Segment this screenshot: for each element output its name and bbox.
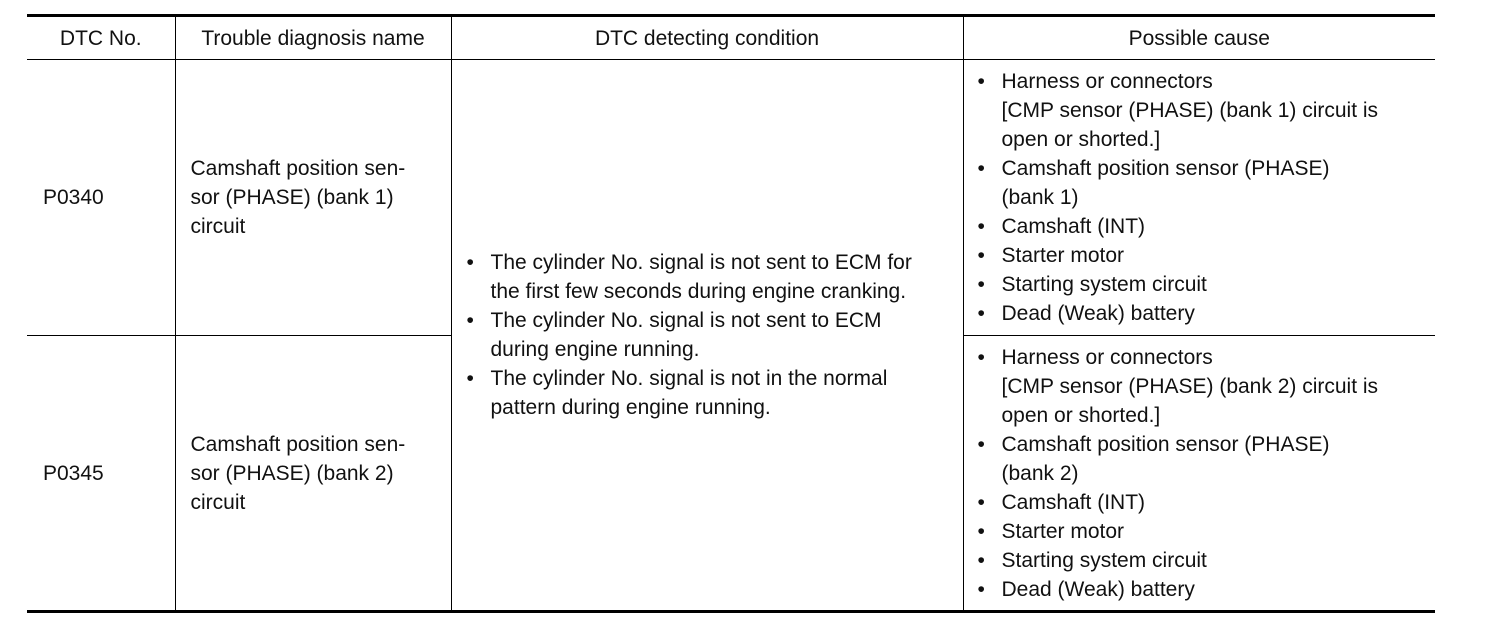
cause-line: (bank 2) — [1001, 461, 1079, 485]
possible-cause — [963, 60, 1435, 336]
diagnosis-name — [175, 336, 451, 612]
diagnosis-name-line: circuit — [190, 490, 246, 514]
header-diagnosis-name: Trouble diagnosis name — [175, 16, 451, 60]
cause-line: • Camshaft position sensor (PHASE) — [1001, 157, 1330, 180]
diagnosis-name-line: sor (PHASE) (bank 2) — [190, 461, 394, 485]
cause-line: • Starter motor — [1001, 519, 1125, 543]
cause-line: [CMP sensor (PHASE) (bank 2) circuit is — [1001, 374, 1379, 398]
header-row — [27, 16, 1435, 60]
cause-line: • Camshaft position sensor (PHASE) — [1001, 432, 1330, 456]
header-detecting-condition: DTC detecting condition — [451, 16, 963, 60]
cause-line: (bank 1) — [1001, 186, 1079, 209]
diagnosis-name — [175, 60, 451, 336]
condition-item — [465, 306, 955, 364]
condition-item — [465, 364, 955, 422]
cause-item — [976, 517, 1428, 546]
cause-line: • Harness or connectors — [1001, 345, 1213, 369]
dtc-code: P0345 — [27, 336, 175, 612]
cause-line: open or shorted.] — [1001, 403, 1161, 427]
condition-item — [465, 248, 955, 306]
diagnosis-name-line: Camshaft position sen- — [190, 157, 406, 180]
possible-cause — [963, 336, 1435, 612]
condition-line: pattern during engine running. — [490, 396, 771, 419]
cause-line: • Camshaft (INT) — [1001, 490, 1146, 514]
table-row — [27, 60, 1435, 336]
cause-list — [964, 67, 1436, 328]
cause-line: open or shorted.] — [1001, 128, 1161, 151]
condition-list — [452, 248, 963, 422]
cause-item — [976, 575, 1428, 604]
cause-item — [976, 241, 1428, 270]
condition-line: • The cylinder No. signal is not sent to ECM for — [490, 251, 912, 274]
cause-line: • Camshaft (INT) — [1001, 215, 1146, 238]
cause-item — [976, 430, 1428, 488]
dtc-table — [27, 14, 1435, 613]
condition-line: • The cylinder No. signal is not sent to ECM — [490, 309, 882, 332]
cause-list — [964, 343, 1436, 604]
cause-item — [976, 67, 1428, 154]
cause-line: • Dead (Weak) battery — [1001, 577, 1195, 601]
condition-line: the first few seconds during engine cranking. — [490, 280, 907, 303]
cause-item — [976, 343, 1428, 430]
cause-item — [976, 488, 1428, 517]
cause-item — [976, 270, 1428, 299]
cause-line: [CMP sensor (PHASE) (bank 1) circuit is — [1001, 99, 1379, 122]
cause-item — [976, 154, 1428, 212]
cause-line: • Harness or connectors — [1001, 70, 1213, 93]
condition-line: during engine running. — [490, 338, 700, 361]
header-dtc-no: DTC No. — [27, 16, 175, 60]
diagnosis-name-line: circuit — [190, 215, 246, 238]
cause-line: • Dead (Weak) battery — [1001, 302, 1195, 325]
cause-line: • Starting system circuit — [1001, 548, 1207, 572]
cause-item — [976, 212, 1428, 241]
diagnosis-name-line: sor (PHASE) (bank 1) — [190, 186, 394, 209]
cause-item — [976, 299, 1428, 328]
cause-item — [976, 546, 1428, 575]
cause-line: • Starter motor — [1001, 244, 1125, 267]
condition-line: • The cylinder No. signal is not in the normal — [490, 367, 888, 390]
detecting-condition — [451, 60, 963, 612]
dtc-code: P0340 — [27, 60, 175, 336]
header-possible-cause: Possible cause — [963, 16, 1435, 60]
cause-line: • Starting system circuit — [1001, 273, 1207, 296]
diagnosis-name-line: Camshaft position sen- — [190, 432, 406, 456]
